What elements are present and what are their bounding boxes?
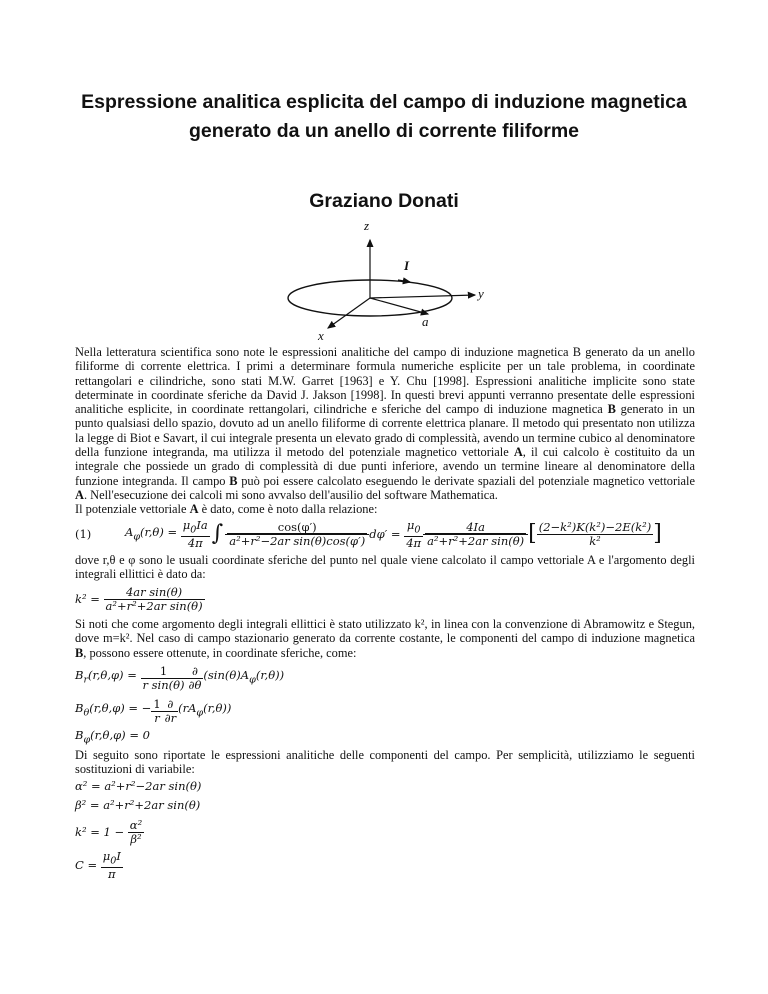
title-line-1: Espressione analitica esplicita del campo di induzione magnetica [81, 91, 687, 113]
paragraph-intro: Nella letteratura scientifica sono note le espressioni analitiche del campo di induzione magnetica B generato da un anello filiforme di corrente elettrica. I primi a determinare formula numeriche esplicite per un tale problema, in coordinate rettangolari e cilindriche, sono stati M.W. Garret [1963] e Y. Chu [1998]. Espressioni analitiche implicite sono state determinate in coordinate sferiche da David J. Jakson [1998]. In questi brevi appunti verranno presentate delle espressioni analitiche esplicite, in coordinate rettangolari, cilindriche e sferiche del campo di induzione magnetica B generato in un punto qualsiasi dello spazio, dovuto ad un anello filiforme di corrente elettrica planare. Il metodo qui presentato non utilizza la legge di Biot e Savart, il cui integrale presenta un elevato grado di complessità, avendo un termine cubico al denominatore della funzione integranda, ma utilizza il metodo del potenziale magnetico vettoriale A, il cui calcolo è costituito da un integrale che possiede un grado di complessità di due punti inferiore, avendo un termine lineare al denominatore della funzione integranda. Il campo B può poi essere calcolato eseguendo le derivate spaziali del potenziale magnetico vettoriale A. Nell'esecuzione dei calcoli mi sono avvalso dell'ausilio del software Mathematica. [75, 345, 695, 502]
title-line-2: generato da un anello di corrente filiforme [188, 120, 580, 142]
equation-1: (1) $A_\varphi(r,\theta)$ = $\frac{\mu_0Ia}{4\pi}$ ∫ $\frac{\cos(\varphi')}{\text{a²+r²−2ar sin(θ)cos(φ′)}}$ dφ′ = $\frac{\mu_0}{4\pi}$ $\frac{4Ia}{\text{a²+r²+2ar sin(θ)}}$ [ $\frac{\text{(2−k²)K(k²)−2E(k²)}}{\text{k²}}$ ] [75, 517, 662, 551]
equation-k2-sub: k² = 1 − $\frac{\text{α²}}{\text{β²}}$ [75, 818, 143, 847]
equation-k2: k² = $\frac{\text{4ar sin(θ)}}{\text{a²+r²+2ar sin(θ)}}$ [75, 584, 203, 613]
author-name: Graziano Donati [309, 190, 459, 212]
paragraph-potential: Il potenziale vettoriale A è dato, come è noto dalla relazione: [75, 502, 378, 517]
label-I: I [404, 258, 410, 273]
equation-C: C = $\frac{\mu_0I}{\pi}$ [75, 849, 121, 882]
equation-alpha: α² = a²+r²−2ar sin(θ) [75, 779, 202, 794]
equation-Bphi: $B_\varphi(r,\theta,\varphi) = 0$ [75, 728, 150, 746]
label-a: a [422, 314, 429, 329]
y-axis [370, 295, 475, 298]
label-z: z [364, 220, 370, 233]
label-y: y [478, 286, 484, 301]
paragraph-substitutions: Di seguito sono riportate le espressioni analitiche delle componenti del campo. Per semplicità, utilizziamo le seguenti sostituzioni di variabile: [75, 748, 695, 777]
x-axis [328, 298, 370, 328]
equation-Btheta: $B_\theta(r,\theta,\varphi)$ = − $\frac{1}{r}$ $\frac{\partial}{\partial r}$ $(rA_\varphi(r,\theta))$ [75, 696, 232, 725]
paragraph-coordinates: dove r,θ e φ sono le usuali coordinate sferiche del punto nel quale viene calcolato il campo vettoriale A e l'argomento degli integrali ellittici è dato da: [75, 552, 695, 581]
current-loop-figure [270, 220, 510, 345]
paragraph-elliptic: Si noti che come argomento degli integrali ellittici è stato utilizzato k², in linea con la convenzione di Abramowitz e Stegun, dove m=k². Nel caso di campo stazionario generato da corrente costante, le componenti del campo di induzione magnetica B, possono essere ottenute, in coordinate sferiche, come: [75, 617, 695, 660]
radius-a [370, 298, 428, 314]
body-text [75, 345, 695, 884]
document-title [60, 88, 708, 146]
equation-Br: $B_r(r,\theta,\varphi)$ = $\frac{1}{\text{r sin(θ)}}$ $\frac{\partial}{\partial\theta}$ $(\sin(\theta)A_\varphi(r,\theta))$ [75, 663, 285, 692]
label-x: x [318, 328, 324, 343]
equation-beta: β² = a²+r²+2ar sin(θ) [75, 798, 201, 813]
